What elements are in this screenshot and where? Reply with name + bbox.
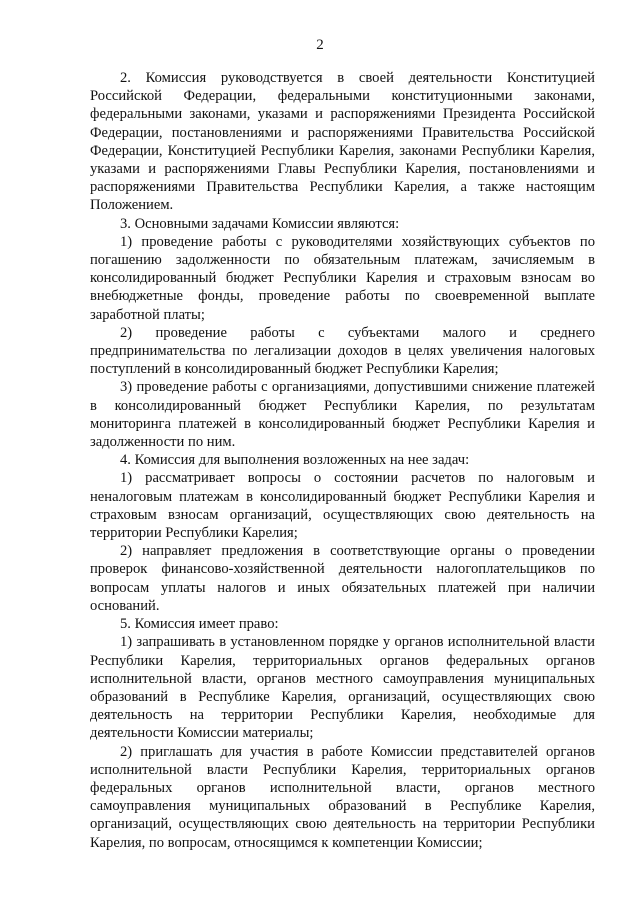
paragraph-3-2-small-business: 2) проведение работы с субъектами малого и среднего предпринимательства по легализации доходов в целях увеличения налоговых поступлений в консолидированный бюджет Республики Карелия; [90,324,595,378]
paragraph-5-2-invite-representatives: 2) приглашать для участия в работе Комиссии представителей органов исполнительной власти Республики Карелия, территориальных органов федеральных органов исполнительной власти, органов местного самоуправления муниципальных образований в Республике Карелия, организаций, осуществляющих свою деятельность на территории Республики Карелия, по вопросам, относящимся к компетенции Комиссии; [90,743,595,851]
page-number: 2 [316,37,324,53]
paragraph-3-heading-tasks: 3. Основными задачами Комиссии являются: [120,215,400,232]
paragraph-3-3-payment-decline: 3) проведение работы с организациями, допустившими снижение платежей в консолидированный бюджет Республики Карелия, по результатам мониторинга платежей в консолидированный бюджет Республики Карелия и задолженности по ним. [90,379,595,451]
paragraph-4-heading-functions: 4. Комиссия для выполнения возложенных на нее задач: [120,452,470,469]
paragraph-4-1-review-settlements: 1) рассматривает вопросы о состоянии расчетов по налоговым и неналоговым платежам в консолидированный бюджет Республики Карелия и страховым взносам организаций, осуществляющих свою деятельность на территории Республики Карелия; [90,470,595,542]
document-body [90,69,595,852]
paragraph-3-1-debt-work: 1) проведение работы с руководителями хозяйствующих субъектов по погашению задолженности по обязательным платежам, зачисляемым в консолидированный бюджет Республики Карелия и страховым взносам во внебюджетные фонды, проведение работы по своевременной выплате заработной платы; [90,233,595,323]
paragraph-2-guiding-law: 2. Комиссия руководствуется в своей деятельности Конституцией Российской Федерации, федеральными конституционными законами, федеральными законами, указами и распоряжениями Президента Российской Федерации, постановлениями и распоряжениями Правительства Российской Федерации, Конституцией Республики Карелия, законами Республики Карелия, указами и распоряжениями Главы Республики Карелия, постановлениями и распоряжениями Правительства Республики Карелия, а также настоящим Положением. [90,70,595,214]
paragraph-4-2-inspection-proposals: 2) направляет предложения в соответствующие органы о проведении проверок финансово-хозяйственной деятельности налогоплательщиков по вопросам уплаты налогов и иных обязательных платежей при наличии оснований. [90,543,595,614]
paragraph-5-1-request-materials: 1) запрашивать в установленном порядке у органов исполнительной власти Республики Карелия, территориальных органов федеральных органов исполнительной власти, органов местного самоуправления муниципальных образований в Республике Карелия, организаций, осуществляющих свою деятельность на территории Республики Карелия, необходимые для деятельности Комиссии материалы; [90,634,595,742]
paragraph-5-heading-rights: 5. Комиссия имеет право: [120,616,279,633]
